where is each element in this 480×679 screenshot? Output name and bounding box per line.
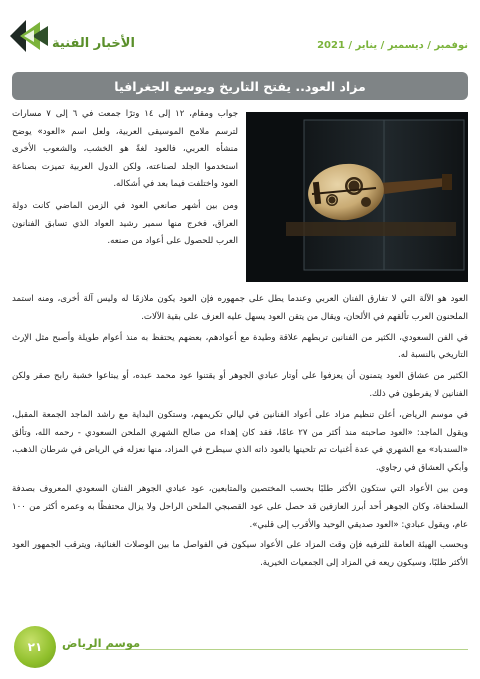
footer-label: موسم الرياض — [62, 636, 141, 650]
paragraph: العود هو الآلة التي لا تفارق الفنان العربي وعندما يطل على جمهوره فإن العود يكون ملازمًا له وليس آلة أخرى، ومنه استمد الملحنون العرب تألقهم في الألحان، ويقال من يتقن العود يسهل عليه العزف على بقية الآلات. — [12, 294, 468, 322]
paragraph: ومن بين الأعواد التي ستكون الأكثر طلبًا بحسب المختصين والمتابعين، عود عبادي الجوهر الفنان السعودي المعروف بصدفة السلحفاة، وكان الجوهر أحد أبرز العازفين قد حصل على عود القصبجي الملحن الراحل ولا يزال محتفظًا به وعمره أكثر من ١٠٠ عام، ويقول عبادي: «العود صديقي الوحيد والأقرب إلى قلبي». — [12, 483, 468, 530]
article-title: مزاد العود.. يفتح التاريخ ويوسع الجغرافيا — [114, 78, 366, 94]
brand-logo-icon — [10, 16, 48, 56]
paragraph: ومن بين أشهر صانعي العود في الزمن الماضي كانت دولة العراق، فخرج منها سمير رشيد العواد الذي تسابق الفنانون العرب للحصول على أعواد من صنعه. — [12, 200, 238, 247]
paragraph: وبحسب الهيئة العامة للترفيه فإن وقت المزاد على الأعواد سيكون في الفواصل ما بين الوصلات الغنائية، ويترقب الجمهور العود الأكثر طلبًا، وسيكون ريعه في المزاد إلى الجمعيات الخيرية. — [12, 540, 468, 569]
paragraph: في موسم الرياض، أعلن تنظيم مزاد على أعواد الفنانين في ليالي تكريمهم، وستكون البداية مع راشد الماجد الجمعة المقبل، ويقول الماجد: «العود صاحبته منذ أكثر من ٢٧ عامًا، فقد كان إهداء من صالح الشهري الملحن السعودي - رحمه الله، وتألق «السندباد» مع الشهري في عدة أغنيات تم تلحينها بالعود ذاته الذي سيطرح في المزاد، منها نعزله في الرياض في شرطان الذهب، وأبكي العشاق في رجاوي. — [12, 409, 468, 474]
page-header — [0, 0, 480, 64]
oud-photo — [246, 112, 468, 282]
article-body — [12, 291, 468, 576]
article-title-bar — [12, 72, 468, 100]
page-number-badge — [14, 626, 56, 668]
paragraph: في الفن السعودي، الكثير من الفنانين تربطهم علاقة وطيدة مع أعوادهم، بعضهم يحتفظ به منذ أعوام طويلة وأصبح مثل الإرث التاريخي بالنسبة له. — [12, 332, 468, 361]
brand-name: الأخبار الفنية — [52, 36, 135, 51]
issue-date: نوفمبر / ديسمبر / يناير / 2021 — [317, 40, 468, 51]
paragraph: جواب ومقام، ١٢ إلى ١٤ وترًا جمعت في ٦ إلى ٧ مسارات لترسم ملامح الموسيقى العربية، ولعل اسم «العود» يوضح منشأه العربي، فالعود لغةً هو الخشب، والشعوب الأخرى استخدموا الجلد لصناعته، ولكن الدول العربية تميزت بصناعة العود واختلفت فيما بعد في أشكاله. — [12, 109, 239, 190]
footer-divider — [86, 649, 468, 650]
page-number: ٢١ — [27, 640, 43, 654]
oud-illustration — [246, 112, 468, 282]
paragraph: الكثير من عشاق العود يتمنون أن يعزفوا على أوتار عبادي الجوهر أو يقتنوا عود محمد عبده، أو يبتاعوا خشبة رابح صقر ولكن الفنانين لا يفرطون في ذلك. — [12, 371, 468, 399]
column-text — [12, 106, 238, 255]
